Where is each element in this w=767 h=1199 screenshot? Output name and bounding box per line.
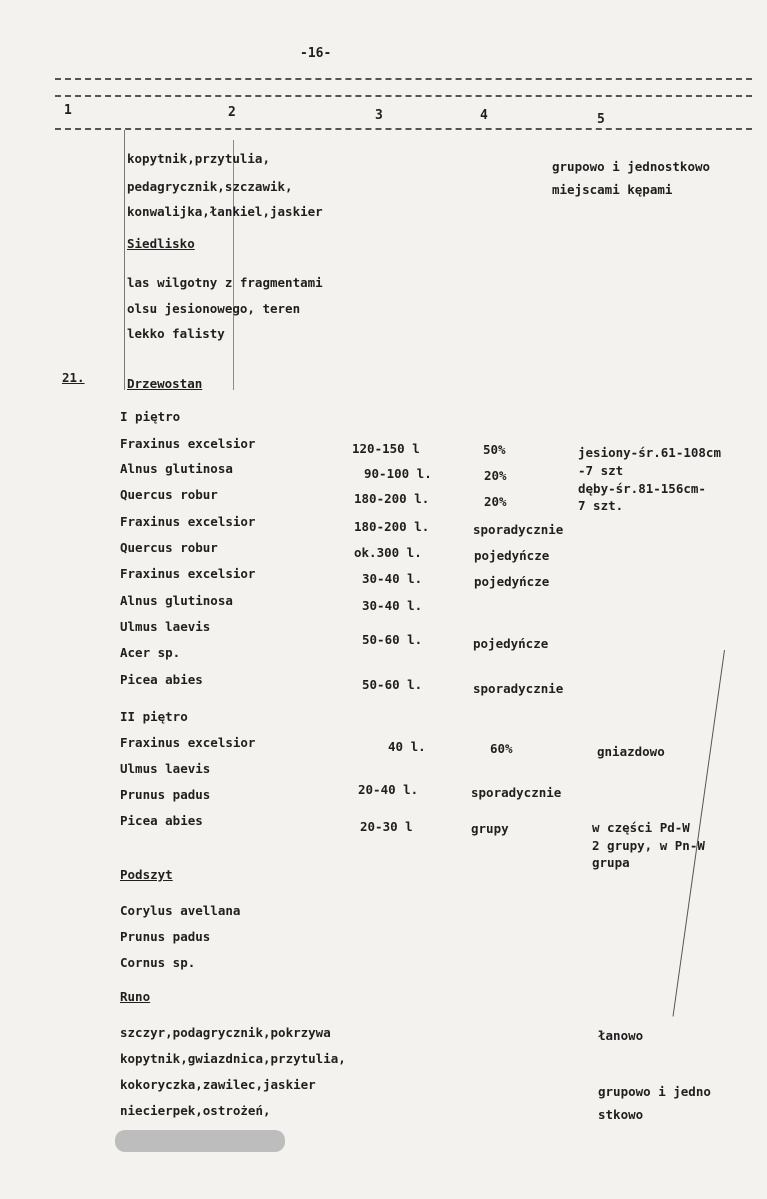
layer-heading: II piętro [120,709,188,724]
share-value: sporadycznie [473,522,564,537]
plant-list-line: pedagrycznik,szczawik, [127,179,293,194]
species-name: Fraxinus excelsior [120,735,256,750]
habitat-heading: Siedlisko [127,236,195,251]
species-name: Quercus robur [120,540,218,555]
age-range: 30-40 l. [362,571,423,586]
species-name: Fraxinus excelsior [120,436,256,451]
share-value: sporadycznie [473,681,564,696]
distribution-note: grupowo i jedno [598,1084,711,1099]
stand-heading: Drzewostan [127,376,203,391]
table-rule-header [55,128,752,130]
redaction-blot [115,1130,285,1152]
species-name: Picea abies [120,813,203,828]
distribution-note: stkowo [598,1107,644,1122]
share-value: 60% [490,741,513,756]
share-value: pojedyńcze [473,636,549,651]
share-value: grupy [471,821,509,836]
measurement-note: dęby-śr.81-156cm- [578,481,706,496]
ground-cover-line: kopytnik,gwiazdnica,przytulia, [120,1051,346,1066]
share-value: 20% [484,494,507,509]
ground-cover-heading: Runo [120,989,151,1004]
species-name: Prunus padus [120,787,211,802]
plant-list-line: kopytnik,przytulia, [127,151,270,166]
species-name: Alnus glutinosa [120,593,233,608]
species-name: Fraxinus excelsior [120,514,256,529]
habitat-line: las wilgotny z fragmentami [127,275,323,290]
column-divider [124,130,125,390]
distribution-note: łanowo [598,1028,644,1043]
measurement-note: 7 szt. [578,498,624,513]
table-rule-top-2 [55,95,752,97]
column-number-1: 1 [64,103,72,118]
distribution-note: miejscami kępami [552,182,673,197]
column-number-5: 5 [597,112,605,127]
undergrowth-heading: Podszyt [120,867,173,882]
share-value: 50% [483,442,506,457]
ground-cover-line: szczyr,podagrycznik,pokrzywa [120,1025,331,1040]
age-range: 90-100 l. [364,466,432,481]
distribution-note: 2 grupy, w Pn-W [592,838,705,853]
table-rule-top [55,78,752,80]
ground-cover-line: niecierpek,ostrożeń, [120,1103,271,1118]
distribution-note: grupowo i jednostkowo [552,159,711,174]
measurement-note: -7 szt [578,463,624,478]
column-number-2: 2 [228,105,236,120]
age-range: 50-60 l. [362,677,423,692]
distribution-note: grupa [592,855,630,870]
section-number: 21. [62,370,85,385]
age-range: 20-40 l. [358,782,419,797]
age-range: 180-200 l. [354,519,430,534]
age-range: 30-40 l. [362,598,423,613]
measurement-note: jesiony-śr.61-108cm [578,445,721,460]
age-range: 180-200 l. [354,491,430,506]
age-range: 20-30 l [360,819,413,834]
plant-list-line: konwalijka,łankiel,jaskier [127,204,323,219]
age-range: ok.300 l. [354,545,422,560]
species-name: Ulmus laevis [120,761,211,776]
species-name: Fraxinus excelsior [120,566,256,581]
undergrowth-item: Cornus sp. [120,955,196,970]
layer-heading: I piętro [120,409,181,424]
column-divider-faint [233,140,234,390]
species-name: Ulmus laevis [120,619,211,634]
undergrowth-item: Corylus avellana [120,903,241,918]
age-range: 50-60 l. [362,632,423,647]
share-value: 20% [484,468,507,483]
undergrowth-item: Prunus padus [120,929,211,944]
column-number-4: 4 [480,108,488,123]
page-number: -16- [300,46,332,61]
ground-cover-line: kokoryczka,zawilec,jaskier [120,1077,316,1092]
share-value: sporadycznie [471,785,562,800]
habitat-line: lekko falisty [127,326,225,341]
habitat-line: olsu jesionowego, teren [127,301,301,316]
distribution-note: gniazdowo [597,744,665,759]
age-range: 40 l. [388,739,426,754]
age-range: 120-150 l [352,441,420,456]
species-name: Picea abies [120,672,203,687]
share-value: pojedyńcze [474,548,550,563]
share-value: pojedyńcze [474,574,550,589]
species-name: Alnus glutinosa [120,461,233,476]
species-name: Quercus robur [120,487,218,502]
distribution-note: w części Pd-W [592,820,690,835]
species-name: Acer sp. [120,645,181,660]
column-number-3: 3 [375,108,383,123]
